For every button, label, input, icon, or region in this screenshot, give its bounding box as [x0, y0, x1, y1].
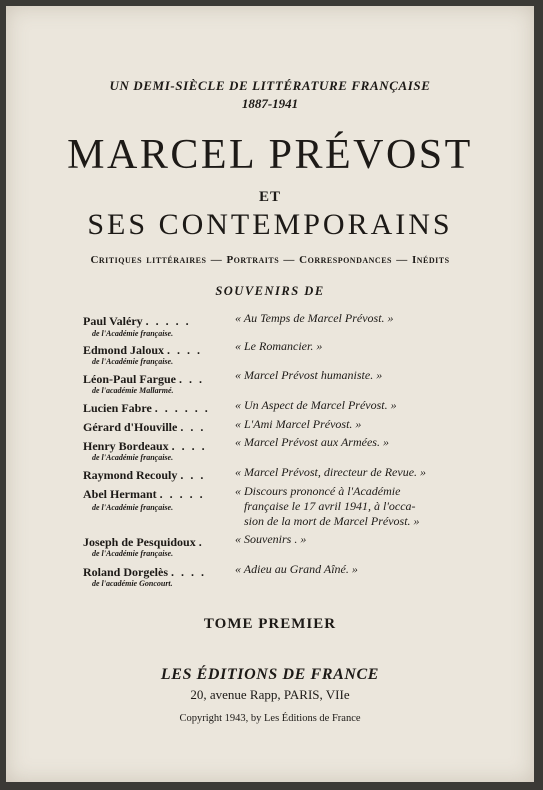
contributor-essay: « Discours prononcé à l'Académie — [235, 484, 401, 498]
contributor-affiliation: de l'Académie française. — [92, 357, 174, 366]
title-page — [6, 6, 534, 782]
contributor-essay: « Marcel Prévost humaniste. » — [235, 368, 383, 382]
series-title: UN DEMI-SIÈCLE DE LITTÉRATURE FRANÇAISE — [109, 78, 431, 93]
contributor-essay: « Souvenirs . » — [235, 532, 307, 546]
title-conjunction: ET — [258, 189, 281, 205]
volume-label: TOME PREMIER — [203, 616, 337, 632]
series-dates: 1887-1941 — [241, 96, 299, 111]
contributor-name: Lucien Fabre . . . . . . — [83, 401, 210, 415]
contributor-affiliation: de l'Académie française. — [92, 329, 174, 338]
contributor-affiliation: de l'Académie française. — [92, 503, 174, 512]
contributor-name: Roland Dorgelès . . . . — [83, 565, 206, 579]
genres-line: Critiques littéraires — Portraits — Correspondances — Inédits — [90, 254, 450, 266]
contributor-affiliation: de l'académie Mallarmé. — [92, 386, 174, 395]
contributor-essay: « Un Aspect de Marcel Prévost. » — [235, 398, 397, 412]
contributor-affiliation: de l'Académie française. — [92, 453, 174, 462]
contributor-essay: française le 17 avril 1941, à l'occa- — [244, 499, 416, 513]
publisher-name: LES ÉDITIONS DE FRANCE — [160, 666, 380, 683]
contributor-affiliation: de l'Académie française. — [92, 549, 174, 558]
contributor-name: Joseph de Pesquidoux . — [83, 535, 204, 549]
contributor-essay: « Marcel Prévost aux Armées. » — [235, 435, 389, 449]
copyright-line: Copyright 1943, by Les Éditions de France — [179, 713, 361, 724]
contributor-essay: « Au Temps de Marcel Prévost. » — [235, 311, 394, 325]
contributor-essay: « Marcel Prévost, directeur de Revue. » — [235, 465, 427, 479]
contributor-name: Paul Valéry . . . . . — [83, 314, 191, 328]
book-title: MARCEL PRÉVOST — [67, 132, 473, 178]
contributor-essay: sion de la mort de Marcel Prévost. » — [244, 514, 420, 528]
contributor-affiliation: de l'académie Goncourt. — [92, 579, 173, 588]
contributor-name: Gérard d'Houville . . . — [83, 420, 206, 434]
contributor-name: Henry Bordeaux . . . . — [83, 439, 207, 453]
contributor-name: Edmond Jaloux . . . . — [83, 343, 203, 357]
book-subtitle: SES CONTEMPORAINS — [87, 208, 453, 241]
contributor-name: Abel Hermant . . . . . — [83, 487, 205, 501]
souvenirs-heading: SOUVENIRS DE — [215, 284, 325, 298]
contributor-name: Léon-Paul Fargue . . . — [83, 372, 204, 386]
contributor-name: Raymond Recouly . . . — [83, 468, 206, 482]
publisher-address: 20, avenue Rapp, PARIS, VIIe — [190, 687, 350, 702]
contributor-essay: « L'Ami Marcel Prévost. » — [235, 417, 362, 431]
contributor-essay: « Le Romancier. » — [235, 339, 323, 353]
contributor-essay: « Adieu au Grand Aîné. » — [235, 562, 358, 576]
